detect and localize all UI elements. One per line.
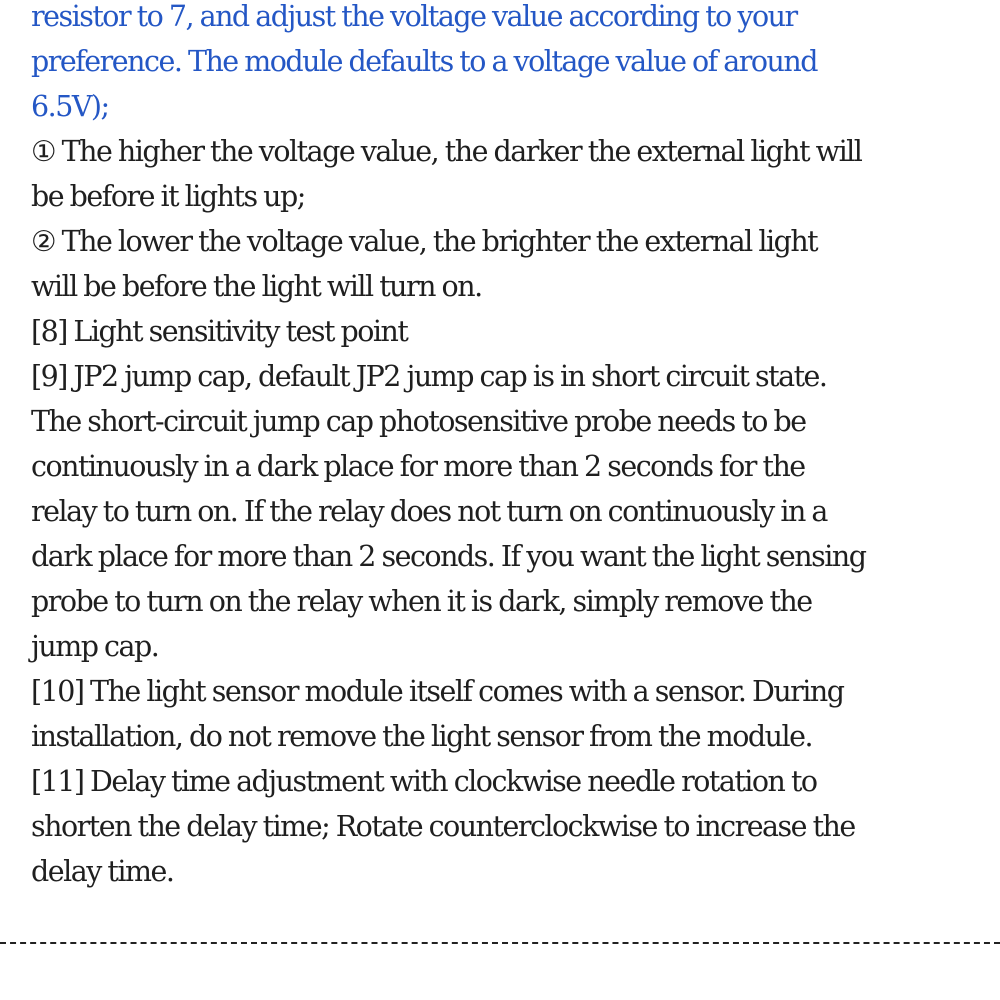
text-line: delay time. [31, 855, 174, 888]
text-line: probe to turn on the relay when it is dark, simply remove the [31, 585, 812, 618]
text-line: installation, do not remove the light sensor from the module. [31, 720, 813, 753]
text-line: [9] JP2 jump cap, default JP2 jump cap is in short circuit state. [31, 360, 827, 393]
text-line: continuously in a dark place for more than 2 seconds for the [31, 450, 805, 483]
text-line: dark place for more than 2 seconds. If you want the light sensing [31, 540, 866, 573]
item-higher-voltage [31, 129, 1000, 219]
text-line: ② The lower the voltage value, the brighter the external light [31, 225, 818, 258]
text-line: will be before the light will turn on. [31, 270, 482, 303]
text-line: [8] Light sensitivity test point [31, 315, 408, 348]
document-body [31, 0, 1000, 894]
text-line: be before it lights up; [31, 180, 305, 213]
text-line: preference. The module defaults to a voltage value of around [31, 45, 818, 78]
text-line: jump cap. [31, 630, 159, 663]
dashed-divider [0, 942, 1000, 944]
item-lower-voltage [31, 219, 1000, 309]
text-line: [10] The light sensor module itself comes with a sensor. During [31, 675, 844, 708]
text-line: The short-circuit jump cap photosensitive probe needs to be [31, 405, 806, 438]
item-9-jp2-jump-cap [31, 354, 1000, 669]
voltage-adjustment-note [31, 0, 1000, 129]
text-line: ① The higher the voltage value, the darker the external light will [31, 135, 862, 168]
text-line: 6.5V); [31, 90, 109, 123]
text-line: [11] Delay time adjustment with clockwise needle rotation to [31, 765, 817, 798]
item-11-delay-time [31, 759, 1000, 894]
item-10-light-sensor [31, 669, 1000, 759]
item-8-test-point [31, 309, 1000, 354]
text-line: relay to turn on. If the relay does not turn on continuously in a [31, 495, 827, 528]
text-line: shorten the delay time; Rotate counterclockwise to increase the [31, 810, 855, 843]
text-line: resistor to 7, and adjust the voltage value according to your [31, 0, 797, 33]
